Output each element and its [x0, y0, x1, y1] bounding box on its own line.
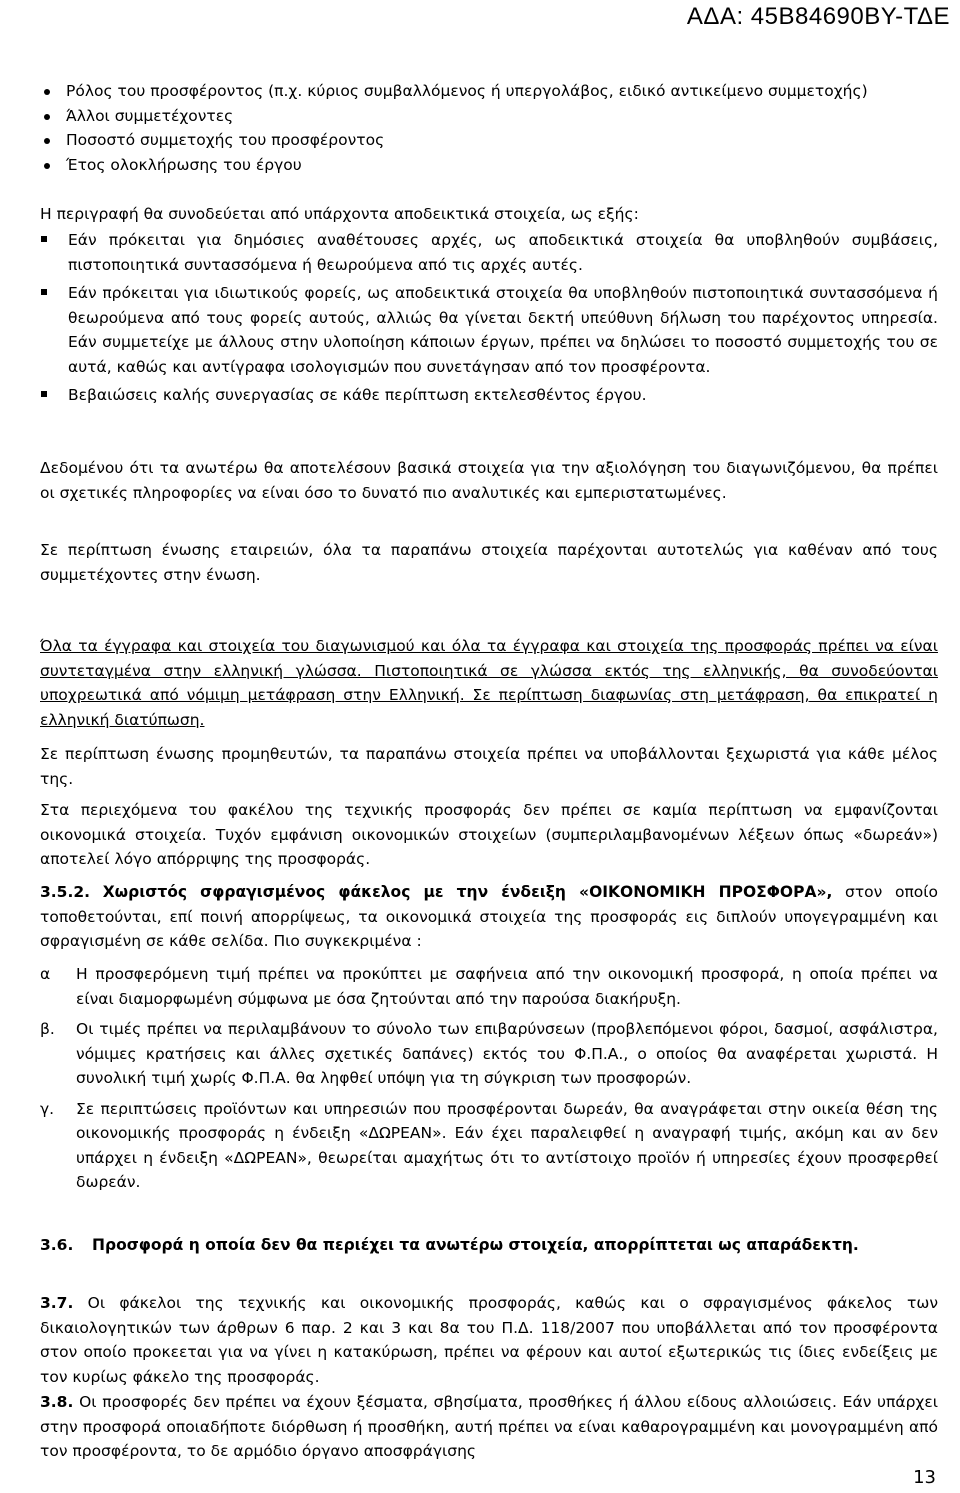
list-item: Εάν πρόκειται για δημόσιες αναθέτουσες αρχές, ως αποδεικτικά στοιχεία θα υποβληθούν συμβάσεις, πιστοποιητικά συντασσόμενα ή θεωρούμενα από τις αρχές αυτές. [40, 228, 938, 277]
list-item: Ποσοστό συμμετοχής του προσφέροντος [40, 128, 938, 153]
list-item: β. Οι τιμές πρέπει να περιλαμβάνουν το σύνολο των επιβαρύνσεων (προβλεπόμενοι φόροι, δασμοί, ασφάλιστρα, νόμιμες κρατήσεις και άλλες σχετικές δαπάνες) εκτός του Φ.Π.Α., ο οποίος θα αναφέρεται χωριστά. Η συνολική τιμή χωρίς Φ.Π.Α. θα ληφθεί υπόψη για τη σύγκριση των προσφορών. [40, 1020, 938, 1087]
price-list [40, 962, 938, 1195]
list-item: Άλλοι συμμετέχοντες [40, 104, 938, 129]
page-number: 13 [913, 1467, 936, 1488]
bullet-list [40, 79, 938, 177]
paragraph: Σε περίπτωση ένωσης προμηθευτών, τα παραπάνω στοιχεία πρέπει να υποβάλλονται ξεχωριστά για κάθε μέλος της. [40, 745, 938, 788]
section-number: 3.8. [40, 1393, 74, 1411]
bullet-icon [40, 153, 66, 178]
list-item: α Η προσφερόμενη τιμή πρέπει να προκύπτει με σαφήνεια από την οικονομική προσφορά, η οποία πρέπει να είναι διαμορφωμένη σύμφωνα με όσα ζητούνται από την παρούσα διακήρυξη. [40, 965, 938, 1008]
list-item: Εάν πρόκειται για ιδιωτικούς φορείς, ως αποδεικτικά στοιχεία θα υποβληθούν πιστοποιητικά συντασσόμενα ή θεωρούμενα από τους φορείς αυτούς, αλλιώς θα γίνεται δεκτή υπεύθυνη δήλωση του παρέχοντος υπηρεσία. Εάν συμμετείχε με άλλους στην υλοποίηση κάποιων έργων, πρέπει να δηλώσει το ποσοστό συμμετοχής του σε αυτά, καθώς και αντίγραφα ισολογισμών που συνετάγησαν από τον προσφέροντα. [40, 281, 938, 379]
list-item: γ. Σε περιπτώσεις προϊόντων και υπηρεσιών που προσφέρονται δωρεάν, θα αναγράφεται στην οικεία θέση της οικονομικής προσφοράς η ένδειξη «ΔΩΡΕΑΝ». Εάν έχει παραλειφθεί η αναγραφή τιμής, ακόμη και αν δεν υπάρχει η ένδειξη «ΔΩΡΕΑΝ», θεωρείται αμαχήτως ότι το αντίστοιχο προϊόν ή υπηρεσίες έχουν προσφερθεί δωρεάν. [40, 1099, 938, 1191]
square-bullet-icon [40, 383, 68, 408]
description-intro: Η περιγραφή θα συνοδεύεται από υπάρχοντα αποδεικτικά στοιχεία, ως εξής: [40, 205, 639, 223]
list-item: Βεβαιώσεις καλής συνεργασίας σε κάθε περίπτωση εκτελεσθέντος έργου. [40, 383, 938, 408]
section-number: 3.5.2. [40, 883, 91, 901]
section-number: 3.7. [40, 1294, 74, 1312]
evidence-list [40, 228, 938, 408]
paragraph: Στα περιεχόμενα του φακέλου της τεχνικής προσφοράς δεν πρέπει σε καμία περίπτωση να εμφανίζονται οικονομικά στοιχεία. Τυχόν εμφάνιση οικονομικών στοιχείων (συμπεριλαμβανομένων λέξεων όπως «δωρεάν») αποτελεί λόγο απόρριψης της προσφοράς. [40, 801, 938, 868]
square-bullet-icon [40, 228, 68, 253]
ada-header: ΑΔΑ: 45Β84690ΒΥ-ΤΔΕ [686, 3, 950, 30]
section-text: στον οποίο τοποθετούνται, επί ποινή απορρίψεως, τα οικονομικά στοιχεία της προσφοράς εις διπλούν υπογεγραμμένη και σφραγισμένη σε κάθε σελίδα. Πιο συγκεκριμένα : [40, 883, 938, 950]
section-text: Οι φάκελοι της τεχνικής και οικονομικής προσφοράς, καθώς και ο σφραγισμένος φάκελος των δικαιολογητικών των άρθρων 6 παρ. 2 και 3 και 8α του Π.Δ. 118/2007 που υποβάλλεται από τον προσφέροντα στον οποίο προκεεται για να γίνει η κατακύρωση, πρέπει να φέρουν και αυτοί εξωτερικώς τις ίδιες ενδείξεις με τον κυρίως φάκελο της προσφοράς. [40, 1294, 938, 1386]
bullet-icon [40, 79, 66, 104]
square-bullet-icon [40, 281, 68, 306]
section-title: Προσφορά η οποία δεν θα περιέχει τα ανωτέρω στοιχεία, απορρίπτεται ως απαράδεκτη. [92, 1236, 859, 1254]
section-title: Χωριστός σφραγισμένος φάκελος με την ένδειξη «ΟΙΚΟΝΟΜΙΚΗ ΠΡΟΣΦΟΡΑ», [102, 883, 833, 901]
section-3-6: 3.6. Προσφορά η οποία δεν θα περιέχει τα ανωτέρω στοιχεία, απορρίπτεται ως απαράδεκτη. [40, 1233, 938, 1258]
bullet-icon [40, 128, 66, 153]
paragraph-underlined: Όλα τα έγγραφα και στοιχεία του διαγωνισμού και όλα τα έγγραφα και στοιχεία της προσφοράς πρέπει να είναι συντεταγμένα στην ελληνική γλώσσα. Πιστοποιητικά σε γλώσσα εκτός της ελληνικής, θα συνοδεύονται υποχρεωτικά από νόμιμη μετάφραση στην Ελληνική. Σε περίπτωση διαφωνίας στη μετάφραση, θα επικρατεί η ελληνική διατύπωση. [40, 637, 938, 729]
list-item: Έτος ολοκλήρωσης του έργου [40, 153, 938, 178]
section-3-7 [40, 1291, 938, 1389]
section-text: Οι προσφορές δεν πρέπει να έχουν ξέσματα, σβησίματα, προσθήκες ή άλλου είδους αλλοιώσεις. Εάν υπάρχει στην προσφορά οποιαδήποτε διόρθωση ή προσθήκη, αυτή πρέπει να είναι καθαρογραμμένη και μονογραμμένη από τον προσφέροντα, το δε αρμόδιο όργανο αποσφράγισης [40, 1393, 938, 1460]
paragraph: Σε περίπτωση ένωσης εταιρειών, όλα τα παραπάνω στοιχεία παρέχονται αυτοτελώς για καθέναν από τους συμμετέχοντες στην ένωση. [40, 541, 938, 584]
section-3-8 [40, 1390, 938, 1464]
paragraph: Δεδομένου ότι τα ανωτέρω θα αποτελέσουν βασικά στοιχεία για την αξιολόγηση του διαγωνιζόμενου, θα πρέπει οι σχετικές πληροφορίες να είναι όσο το δυνατό πιο αναλυτικές και εμπεριστατωμένες. [40, 459, 938, 502]
bullet-icon [40, 104, 66, 129]
section-3-5-2 [40, 880, 938, 954]
list-item: Ρόλος του προσφέροντος (π.χ. κύριος συμβαλλόμενος ή υπεργολάβος, ειδικό αντικείμενο συμμετοχής) [40, 79, 938, 104]
